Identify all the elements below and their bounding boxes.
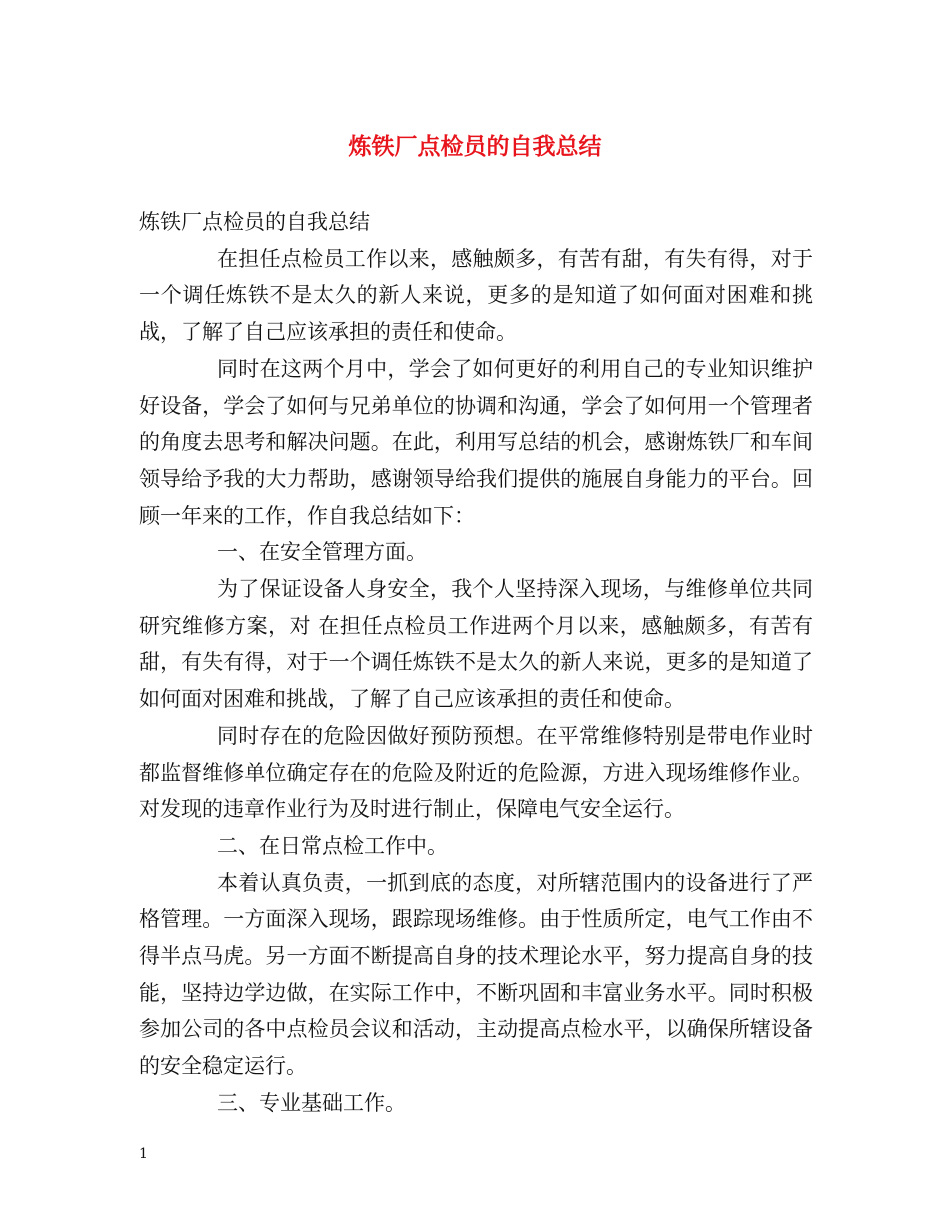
document-body [139, 204, 813, 1122]
paragraph: 同时存在的危险因做好预防预想。在平常维修特别是带电作业时都监督维修单位确定存在的危险及附近的危险源，方进入现场维修作业。对发现的违章作业行为及时进行制止，保障电气安全运行。 [139, 723, 813, 822]
page-number: 1 [139, 1146, 148, 1162]
section-heading: 一、在安全管理方面。 [217, 540, 427, 565]
paragraph: 同时在这两个月中，学会了如何更好的利用自己的专业知识维护好设备，学会了如何与兄弟单位的协调和沟通，学会了如何用一个管理者的角度去思考和解决问题。在此，利用写总结的机会，感谢炼铁厂和车间领导给予我的大力帮助，感谢领导给我们提供的施展自身能力的平台。回顾一年来的工作，作自我总结如下： [139, 356, 813, 528]
document-subtitle: 炼铁厂点检员的自我总结 [139, 210, 370, 234]
section-heading: 二、在日常点检工作中。 [217, 833, 448, 858]
paragraph: 为了保证设备人身安全，我个人坚持深入现场，与维修单位共同研究维修方案，对 在担任点检员工作进两个月以来，感触颇多，有苦有甜，有失有得，对于一个调任炼铁不是太久的新人来说，更多的是知道了如何面对困难和挑战，了解了自己应该承担的责任和使命。 [139, 577, 813, 712]
page-title: 炼铁厂点检员的自我总结 [348, 133, 602, 160]
paragraph: 在担任点检员工作以来，感触颇多，有苦有甜，有失有得，对于一个调任炼铁不是太久的新人来说，更多的是知道了如何面对困难和挑战，了解了自己应该承担的责任和使命。 [139, 246, 813, 345]
section-heading: 三、专业基础工作。 [217, 1090, 406, 1115]
paragraph: 本着认真负责，一抓到底的态度，对所辖范围内的设备进行了严格管理。一方面深入现场，跟踪现场维修。由于性质所定，电气工作由不得半点马虎。另一方面不断提高自身的技术理论水平，努力提高自身的技能，坚持边学边做，在实际工作中，不断巩固和丰富业务水平。同时积极参加公司的各中点检员会议和活动，主动提高点检水平，以确保所辖设备的安全稳定运行。 [139, 870, 813, 1079]
